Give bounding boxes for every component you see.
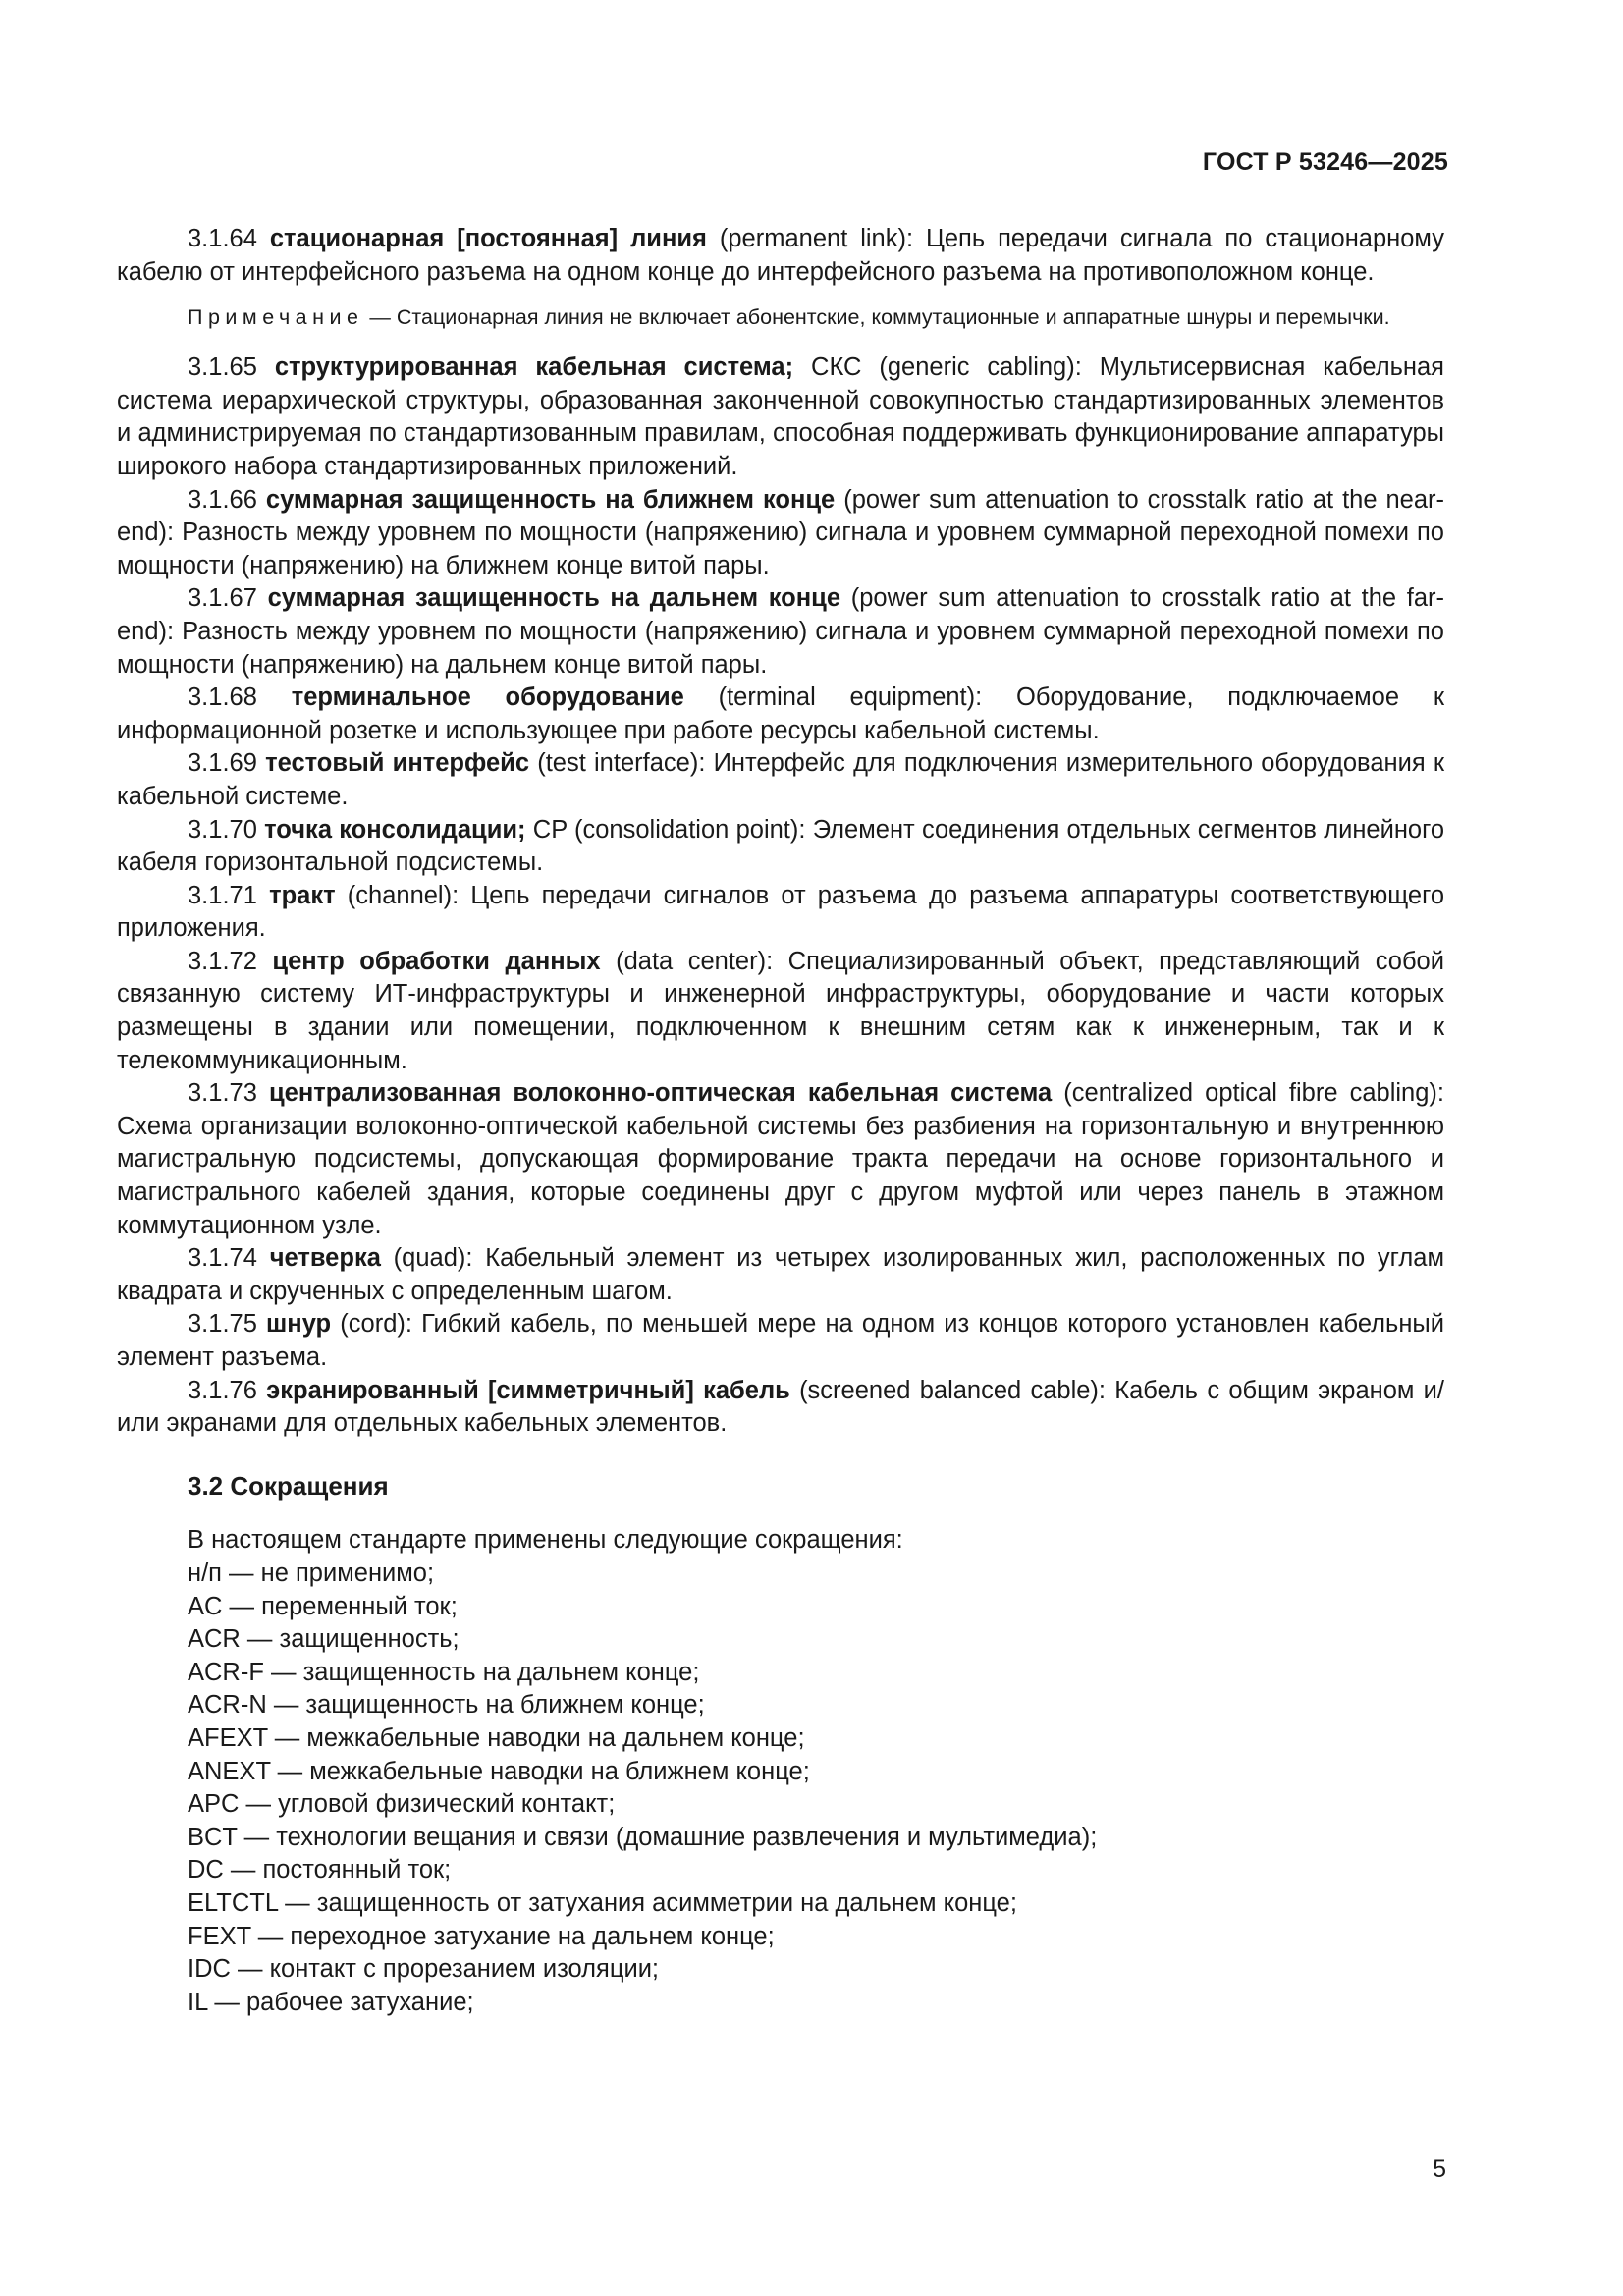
term-definition: (screened balanced cable): Кабель с общим экраном и/или экранами для отдельных кабельных элементов. <box>117 1376 1444 1438</box>
term-entry <box>117 1308 1444 1374</box>
abbreviation-item: ACR-F — защищенность на дальнем конце; <box>188 1658 700 1686</box>
term-definition: (cord): Гибкий кабель, по меньшей мере на одном из концов которого установлен кабельный элемент разъема. <box>117 1310 1444 1371</box>
term-number: 3.1.69 <box>188 749 257 778</box>
term-title: стационарная [постоянная] линия <box>269 225 707 252</box>
abbreviation-item: ANEXT — межкабельные наводки на ближнем конце; <box>188 1757 810 1785</box>
abbreviation-item: ELTCTL — защищенность от затухания асимметрии на дальнем конце; <box>188 1888 1017 1917</box>
term-definition: (power sum attenuation to crosstalk ratio at the far-end): Разность между уровнем по мощности (напряжению) сигнала и уровнем суммарной переходной помехи по мощности (напряжению) на дальнем конце витой пары. <box>117 584 1445 679</box>
abbreviation-item: IL — рабочее затухание; <box>188 1988 474 2016</box>
term-title: структурированная кабельная система; <box>274 354 794 382</box>
term-number: 3.1.67 <box>188 584 257 613</box>
term-number: 3.1.74 <box>188 1244 257 1273</box>
term-number: 3.1.76 <box>188 1376 257 1404</box>
term-title: централизованная волоконно-оптическая кабельная система <box>268 1079 1053 1108</box>
section-intro: В настоящем стандарте применены следующие сокращения: <box>188 1526 903 1555</box>
abbreviation-item: AC — переменный ток; <box>188 1592 458 1620</box>
term-title: тестовый интерфейс <box>265 749 530 778</box>
term-entry <box>117 352 1444 483</box>
term-number: 3.1.68 <box>188 683 257 712</box>
term-number: 3.1.64 <box>188 225 257 252</box>
term-title: суммарная защищенность на ближнем конце <box>265 485 836 514</box>
term-number: 3.1.71 <box>188 881 257 909</box>
abbreviation-item: ACR-N — защищенность на ближнем конце; <box>188 1691 705 1720</box>
page-number: 5 <box>1433 2156 1446 2183</box>
term-title: терминальное оборудование <box>291 683 684 712</box>
term-number: 3.1.73 <box>188 1079 257 1108</box>
term-entry <box>117 223 1444 289</box>
term-number: 3.1.66 <box>188 485 257 514</box>
note <box>117 302 1444 332</box>
term-entry <box>117 946 1444 1077</box>
abbreviation-item: ACR — защищенность; <box>188 1625 460 1654</box>
term-definition: (test interface): Интерфейс для подключения измерительного оборудования к кабельной системе. <box>117 749 1444 810</box>
term-definition: (quad): Кабельный элемент из четырех изолированных жил, расположенных по углам квадрата и скрученных с определенным шагом. <box>117 1244 1444 1305</box>
term-entry <box>117 880 1444 946</box>
term-definition: (channel): Цепь передачи сигналов от разъема до разъема аппаратуры соответствующего приложения. <box>117 881 1444 943</box>
term-definition: (data center): Специализированный объект, представляющий собой связанную систему ИТ-инфраструктуры и инженерной инфраструктуры, оборудование и части которых размещены в здании или помещении, подключенном к внешним сетям как к инженерным, так и к телекоммуникационным. <box>117 947 1444 1074</box>
term-definition: (centralized optical fibre cabling): Схема организации волоконно-оптической кабельной системы без разбиения на горизонтальную и внутреннюю магистральную подсистемы, допускающая формирование тракта передачи на основе горизонтального и магистрального кабелей здания, которые соединены друг с другом муфтой или через панель в этажном коммутационном узле. <box>117 1079 1444 1239</box>
term-title: шнур <box>266 1310 332 1339</box>
term-entry <box>117 747 1444 813</box>
term-definition: СКС (generic cabling): Мультисервисная кабельная система иерархической структуры, образованная законченной совокупностью стандартизированных элементов и администрируемая по стандартизованным правилам, способная поддерживать функционирование аппаратуры широкого набора стандартизированных приложений. <box>117 354 1444 480</box>
term-title: четверка <box>269 1244 381 1273</box>
abbreviation-item: DC — постоянный ток; <box>188 1856 452 1885</box>
term-number: 3.1.65 <box>188 354 257 382</box>
term-entry <box>117 484 1444 583</box>
abbreviation-item: IDC — контакт с прорезанием изоляции; <box>188 1955 660 1984</box>
note-text: — Стационарная линия не включает абонентские, коммутационные и аппаратные шнуры и перемычки. <box>363 305 1390 330</box>
term-definition: (terminal equipment): Оборудование, подключаемое к информационной розетке и использующее при работе ресурсы кабельной системы. <box>117 683 1444 744</box>
term-entry <box>117 814 1444 880</box>
term-entry <box>117 682 1444 747</box>
term-number: 3.1.75 <box>188 1310 257 1339</box>
abbreviation-item: BCT — технологии вещания и связи (домашние развлечения и мультимедиа); <box>188 1823 1098 1851</box>
term-title: центр обработки данных <box>272 947 601 975</box>
term-title: тракт <box>269 881 336 909</box>
term-number: 3.1.70 <box>188 815 257 844</box>
abbreviation-item: AFEXT — межкабельные наводки на дальнем конце; <box>188 1723 805 1752</box>
abbreviation-item: н/п — не применимо; <box>188 1558 435 1587</box>
section-title: 3.2 Сокращения <box>188 1470 389 1501</box>
note-label: Примечание <box>188 305 364 330</box>
term-entry <box>117 582 1444 682</box>
abbreviation-item: FEXT — переходное затухание на дальнем конце; <box>188 1922 775 1950</box>
definitions-top <box>117 223 1444 289</box>
term-entry <box>117 1375 1444 1441</box>
term-title: суммарная защищенность на дальнем конце <box>267 584 841 613</box>
term-entry <box>117 1242 1444 1308</box>
term-number: 3.1.72 <box>188 947 257 975</box>
term-title: точка консолидации; <box>264 815 526 844</box>
term-title: экранированный [симметричный] кабель <box>266 1376 790 1404</box>
term-definition: (power sum attenuation to crosstalk ratio at the near-end): Разность между уровнем по мощности (напряжению) сигнала и уровнем суммарной переходной помехи по мощности (напряжению) на ближнем конце витой пары. <box>117 485 1445 579</box>
definitions-list <box>117 352 1444 1441</box>
document-header: ГОСТ Р 53246—2025 <box>1202 148 1448 176</box>
term-definition: CP (consolidation point): Элемент соединения отдельных сегментов линейного кабеля горизонтальной подсистемы. <box>117 815 1445 877</box>
term-definition: (permanent link): Цепь передачи сигнала по стационарному кабелю от интерфейсного разъема на одном конце до интерфейсного разъема на противоположном конце. <box>117 225 1444 286</box>
abbreviation-list <box>117 1558 1444 2019</box>
page-content <box>117 223 1444 2019</box>
term-entry <box>117 1077 1444 1242</box>
abbreviation-item: APC — угловой физический контакт; <box>188 1790 616 1819</box>
